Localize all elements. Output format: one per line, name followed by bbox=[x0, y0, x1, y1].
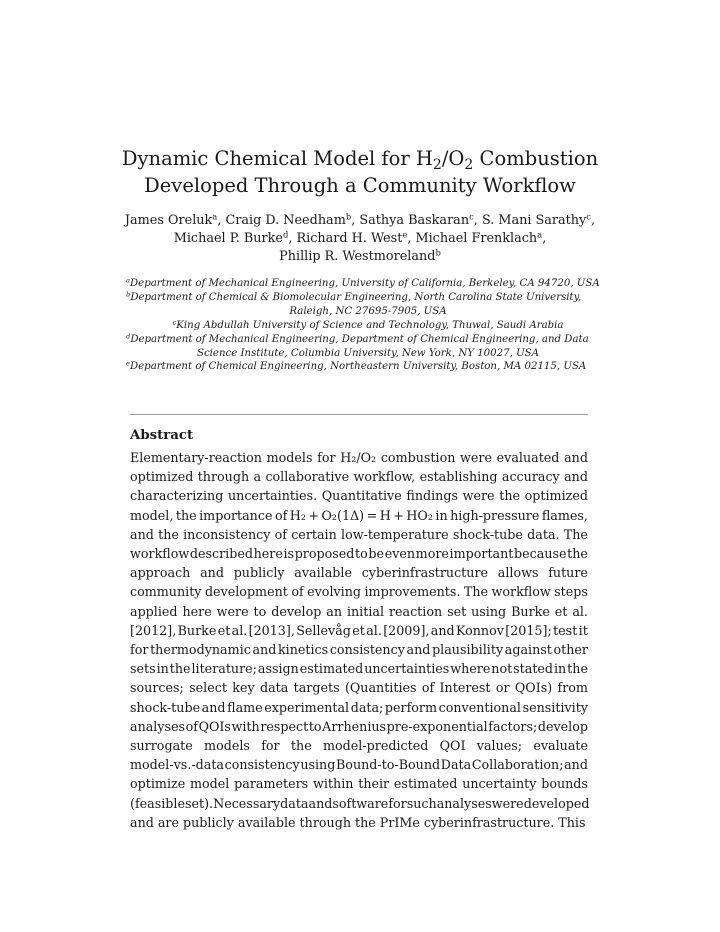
abstract-line: and the inconsistency of certain low-temperature shock-tube data. The bbox=[130, 526, 588, 542]
paper-title bbox=[100, 145, 620, 199]
author: Michael P. Burke$^d$, bbox=[173, 229, 297, 246]
abstract-line: applied here were to develop an initial reaction set using Burke et al. bbox=[130, 603, 588, 619]
abstract-heading: Abstract bbox=[130, 428, 194, 443]
abstract-line: model-vs.-data consistency using Bound-to-Bound Data Collaboration; and bbox=[130, 757, 588, 773]
abstract-line: community development of evolving improvements. The workflow steps bbox=[130, 584, 588, 600]
author-list bbox=[110, 212, 610, 266]
affiliations bbox=[126, 277, 610, 374]
affiliation-d: $^d$Department of Mechanical Engineering, Department of Chemical Engineering, and Data bbox=[126, 331, 589, 345]
affiliation-c: $^c$King Abdullah University of Science and Technology, Thuwal, Saudi Arabia bbox=[172, 318, 564, 331]
author-line bbox=[110, 212, 610, 230]
abstract-line: and are publicly available through the PrIMe cyberinfrastructure. This bbox=[130, 814, 586, 830]
abstract-line: surrogate models for the model-predicted QOI values; evaluate bbox=[130, 738, 588, 754]
abstract-line: sets in the literature; assign estimated uncertainties where not stated in the bbox=[130, 661, 588, 677]
affiliation-b: $^b$Department of Chemical & Biomolecular Engineering, North Carolina State University, bbox=[126, 290, 582, 303]
title-line-2: Developed Through a Community Workflow bbox=[144, 174, 576, 197]
abstract-line: sources; select key data targets (Quantities of Interest or QOIs) from bbox=[130, 680, 588, 696]
abstract-line: optimized through a collaborative workflow, establishing accuracy and bbox=[130, 469, 588, 485]
affiliation-e: $^e$Department of Chemical Engineering, Northeastern University, Boston, MA 02115, USA bbox=[126, 359, 587, 373]
abstract-line: (feasible set). Necessary data and software for such analyses were developed bbox=[130, 795, 590, 811]
author: Craig D. Needham$^b$, bbox=[225, 211, 360, 228]
abstract-line: model, the importance of H₂ + O₂(1Δ) = H + HO₂ in high-pressure flames, bbox=[130, 507, 588, 523]
author: James Oreluk$^a$, bbox=[124, 211, 226, 228]
section-divider bbox=[130, 414, 588, 415]
affiliation-b-cont: Raleigh, NC 27695-7905, USA bbox=[289, 305, 447, 317]
affiliation-d-cont: Science Institute, Columbia University, New York, NY 10027, USA bbox=[196, 347, 540, 359]
abstract-line: characterizing uncertainties. Quantitative findings were the optimized bbox=[130, 488, 588, 504]
author: Richard H. West$^e$, bbox=[296, 229, 416, 246]
abstract-line: for thermodynamic and kinetics consistency and plausibility against other bbox=[130, 642, 588, 658]
author: Sathya Baskaran$^c$, bbox=[359, 211, 482, 228]
author: Michael Frenklach$^a$, bbox=[415, 229, 547, 246]
abstract-line: optimize model parameters within their estimated uncertainty bounds bbox=[130, 776, 588, 792]
author: Phillip R. Westmoreland$^b$ bbox=[279, 247, 441, 264]
abstract-line: Elementary-reaction models for H₂/O₂ combustion were evaluated and bbox=[130, 450, 588, 465]
author: S. Mani Sarathy$^c$, bbox=[481, 211, 596, 228]
author-line bbox=[110, 230, 610, 248]
abstract-body bbox=[130, 448, 588, 832]
abstract-line: shock-tube and flame experimental data; perform conventional sensitivity bbox=[130, 699, 588, 715]
abstract-line: [2012], Burke et al. [2013], Sellevåg et al. [2009], and Konnov [2015]; test it bbox=[130, 622, 588, 638]
abstract-line: analyses of QOIs with respect to Arrhenius pre-exponential factors; develop bbox=[130, 718, 588, 734]
abstract-line: approach and publicly available cyberinfrastructure allows future bbox=[130, 565, 588, 581]
title-line-1: Dynamic Chemical Model for $H_2/O_2$ Combustion bbox=[121, 147, 599, 174]
abstract-line: workflow described here is proposed to be even more important because the bbox=[130, 546, 588, 562]
affiliation-a: $^a$Department of Mechanical Engineering, University of California, Berkeley, CA 94720, USA bbox=[126, 276, 600, 289]
author-line bbox=[110, 248, 610, 266]
